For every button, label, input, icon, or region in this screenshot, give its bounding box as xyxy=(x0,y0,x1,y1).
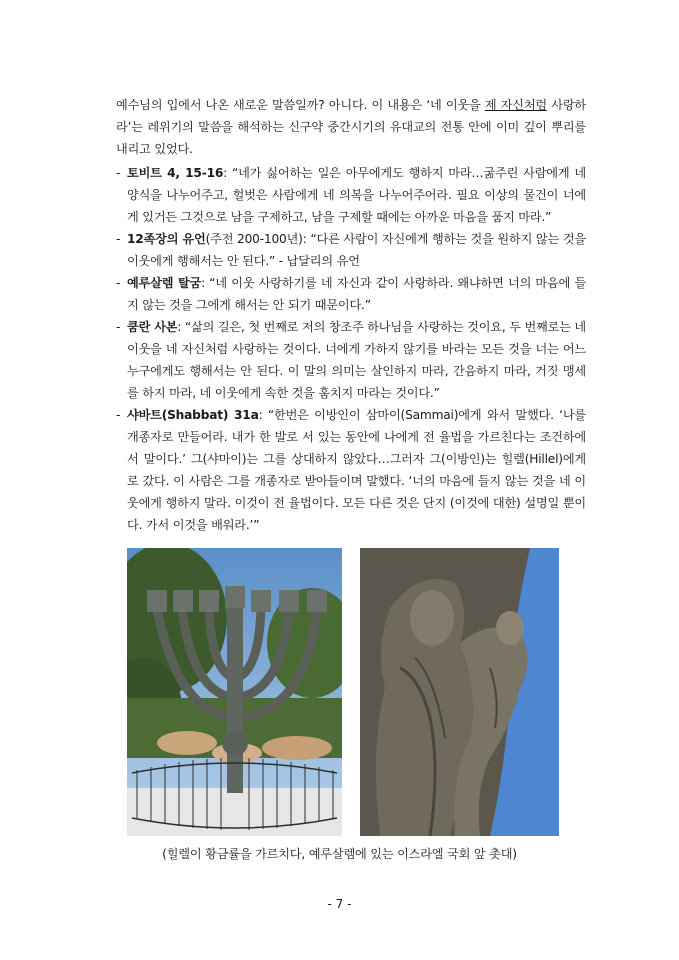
relief-image xyxy=(360,548,559,836)
intro-text-start: 예수님의 입에서 나온 새로운 말씀일까? 아니다. 이 내용은 ‘네 이웃을 xyxy=(116,98,485,112)
quote-source: 토비트 4, 15-16 xyxy=(127,166,224,180)
intro-paragraph xyxy=(116,94,586,160)
list-dash: - xyxy=(116,408,121,422)
quote-text: : “삶의 길은, 첫 번째로 저의 창조주 하나님을 사랑하는 것이요, 두 번째로는 네 이웃을 네 자신처럼 사랑하는 것이다. 너에게 가하지 않기를 바라는 모든 것을 너는 어느 누구에게도 행해서는 안 된다. 이 말의 의미는 살인하지 마라, 간음하지 마라, 거짓 맹세를 하지 마라, 네 이웃에게 속한 것을 훔치지 마라는 것이다.” xyxy=(127,320,586,400)
quote-text: : “네가 싫어하는 일은 아무에게도 행하지 마라…굶주린 사람에게 네 양식을 나누어주고, 헐벗은 사람에게 네 의복을 나누어주어라. 필요 이상의 물건이 너에게 있거든 그것으로 남을 구제하고, 남을 구제할 때에는 아까운 마음을 품지 마라.” xyxy=(127,166,586,224)
body-text xyxy=(116,94,586,536)
intro-underlined-text: 제 자신처럼 xyxy=(484,98,547,112)
quote-tobit xyxy=(116,162,586,228)
page-number: - 7 - xyxy=(327,897,352,911)
figure-caption: (힐렐이 황금률을 가르치다, 예루살렘에 있는 이스라엘 국회 앞 촛대) xyxy=(162,847,517,861)
relief-photo xyxy=(360,548,559,836)
quote-twelve-patriarchs xyxy=(116,228,586,272)
quote-jerusalem-targum xyxy=(116,272,586,316)
quote-qumran xyxy=(116,316,586,404)
quote-text: (주전 200-100년): “다른 사람이 자신에게 행하는 것을 원하지 않는 것을 이웃에게 행해서는 안 된다.” - 납달리의 유언 xyxy=(127,232,586,268)
quote-text: : “한번은 이방인이 삼마이(Sammai)에게 와서 말했다. ‘나를 개종자로 만들어라. 내가 한 발로 서 있는 동안에 나에게 전 율법을 가르친다는 조건하에서 말이다.’ 그(샤마이)는 그를 상대하지 않았다…그러자 그(이방인)는 힐렐(Hillel)에게로 갔다. 이 사람은 그를 개종자로 받아들이며 말했다. ‘너의 마음에 들지 않는 것을 네 이웃에게 행하지 말라. 이것이 전 율법이다. 모든 다른 것은 단지 (이것에 대한) 설명일 뿐이다. 가서 이것을 배워라.’” xyxy=(127,408,586,532)
list-dash: - xyxy=(116,166,121,180)
list-dash: - xyxy=(116,276,121,290)
menorah-photo xyxy=(127,548,342,836)
quote-shabbat xyxy=(116,404,586,536)
quote-source: 예루살렘 탈굼 xyxy=(127,276,202,290)
list-dash: - xyxy=(116,320,121,334)
figure xyxy=(127,548,559,836)
list-dash: - xyxy=(116,232,121,246)
menorah-image xyxy=(127,548,342,836)
intro-text-end: 사랑하라’는 레위기의 말씀을 해석하는 신구약 중간시기의 유대교의 전통 안에 이미 깊이 뿌리를 내리고 있었다. xyxy=(116,98,586,156)
quote-source: 쿰란 사본 xyxy=(127,320,178,334)
quote-source: 12족장의 유언 xyxy=(127,232,206,246)
quote-source: 샤바트(Shabbat) 31a xyxy=(127,408,259,422)
quote-text: : “네 이웃 사랑하기를 네 자신과 같이 사랑하라. 왜냐하면 너의 마음에 들지 않는 것을 그에게 해서는 안 되기 때문이다.” xyxy=(127,276,587,312)
